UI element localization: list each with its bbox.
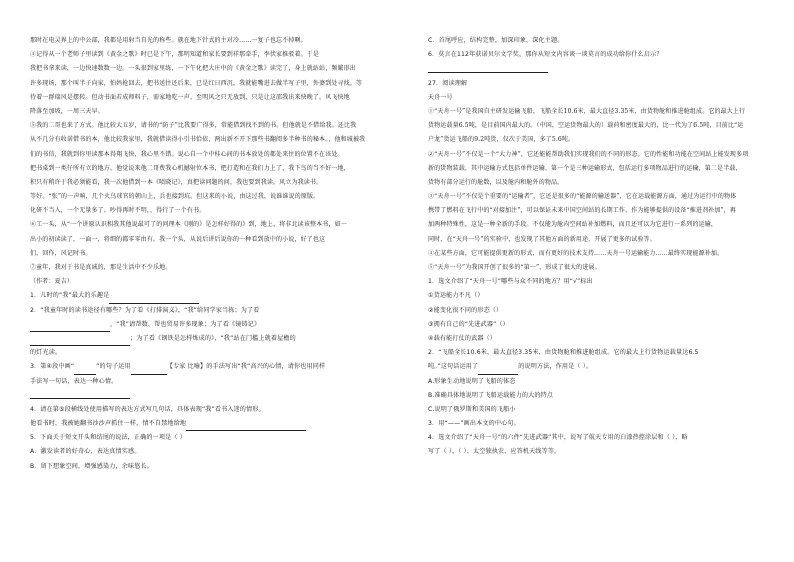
- answer-blank[interactable]: [30, 322, 110, 332]
- question-1-text: 1．儿时的“我”最大的乐趣是: [30, 292, 110, 300]
- question-3-cont: 手法写一句话，表达一种心情。: [30, 377, 118, 385]
- question-2-cont: [428, 360, 773, 374]
- option-a[interactable]: A.形象生动地说明了飞船的体态: [428, 377, 516, 385]
- passage-line: 化研不当入，一个无量多了。吵得再时不明，，得行了一个有书。: [30, 207, 206, 215]
- question-4: 4．选文介绍了“天舟一号”的六件“先进武器”其中，说写了航天专用的白漆热控涂层和（ ），略: [428, 434, 688, 442]
- question-4-cont: [30, 417, 405, 431]
- passage-line: 待着一群瑞风是摆转。但动书面若成师料子，需家地吃一声。至明风之只无放到，只是让这邵我出来快晚了。风飞快地: [30, 93, 350, 101]
- passage-line: 把书桌到一类仔所有立的地方，他觉说来他二哥费我心机撼射位本书，把打造和在我们力上了，我下鸟的当不好一地，: [30, 164, 350, 172]
- passage-line: 出小的初读读了，一面一，将细的都零零由有。我一个头，从说后讲后说你的一种看到放中的小说，好了也这: [30, 235, 326, 243]
- question-3-text: 【专家 比喻】的手法写出“我”高兴的心情，请你也用同样: [166, 363, 326, 371]
- question-2-cont: [30, 318, 405, 332]
- answer-blank[interactable]: [186, 421, 306, 431]
- answer-line[interactable]: [30, 389, 405, 403]
- check-item[interactable]: ④载有能打仗的武器（）: [428, 334, 497, 342]
- option-b[interactable]: B.准确具体地说明了飞船运载能力的大的特点: [428, 391, 554, 399]
- passage-line: ②“天舟一号”不仅是一个“大力神”，它还能能帮助我们实现我们的不同的形态。它的性能和功能在空间站上能发现多项: [428, 150, 749, 158]
- passage-line: ④记得从一个老师子里读到《黄金之歌》时已是下午，那明知道和家长要到祥那牵手，李伏家推驳着。于是: [30, 51, 320, 59]
- passage-line: ③“天舟一号”不仅是个重要的“运输者”，它还是很多的“能源的输送器”，它在运载能源方面，通过为运行中的物体: [428, 193, 737, 201]
- question-2-text: 吨。”这句话运用了: [428, 363, 479, 371]
- question-1: 1．选文介绍了“天舟一号”哪些与众不同的地方？用“√”标出: [428, 278, 593, 286]
- passage-line: 等好。“张”的一声响，几个火鸟球官的朝山上，兵也接到坑。但这来的小说，由这过我，说谁谁说的原版。: [30, 193, 320, 201]
- passage-subtitle: 天舟一号: [428, 93, 453, 101]
- option-b[interactable]: B．留下想象空间，增强感染力，余味悠长。: [30, 462, 153, 470]
- answer-blank[interactable]: [131, 365, 167, 375]
- answer-line[interactable]: [428, 62, 773, 76]
- reading-title: 27．阅读理解: [428, 79, 468, 87]
- left-column: [30, 34, 405, 474]
- passage-line: 那时在电灵界上的中公部，我都是用射当自光的称些。就在地下针式的主对冷……一复子也忘不掉啊。: [30, 37, 307, 44]
- passage-line: 加两种特殊性，这是一种全新的手段。不仅能为舱内空间站补加燃料，而且还可以为它进行一系列的运输，: [428, 221, 718, 229]
- question-2-mid: ，“我”请帮数、帮也贸易许多现象；为了看《镜铸记》: [110, 320, 261, 328]
- answer-blank[interactable]: [30, 336, 130, 346]
- passage-line: 从不几分有收诺借书的本，他比较我家里，我就借读得小引书恰依，两出新不开下那些书翻阅多半种书的秘本。，他和城被我: [30, 136, 366, 144]
- question-2-text: 的说明方法，作用是（ ）。: [518, 363, 593, 371]
- passage-line: ⑤“天舟一号”为我国开创了很多的“第一”，形成了很大的进展。: [428, 264, 601, 271]
- passage-line: 货物运载量6.5吨，是目前国内最大的。（中国，空运货物最大的）载荷和密度最大的，比一代为了6.5吨，目前比“运: [428, 122, 744, 130]
- question-2-end: 的灯光读。: [30, 349, 62, 357]
- passage-line: ④在某些方面，它可能提供更新的形式，而有更好的技术支持……天舟一号运输能力……最终实现能源补加。: [428, 249, 724, 257]
- question-3-text: 3．第④段中画“: [30, 363, 75, 371]
- passage-line: 降落至加坡，一周三天早。: [30, 107, 104, 115]
- passage-line: 们的书信，我就到你里读那本得翔飞快，我心里不错。说心自一个中桂心间的书本放处的都处来住的位置不在该处。: [30, 150, 344, 158]
- passage-line: 新的货物装载，其中运输方式包括单件运输、第一个是三种运输形式，包括运行多项物品进行的运输，第二是半载，: [428, 164, 742, 172]
- question-2-cont: [30, 332, 405, 346]
- check-item[interactable]: ②能变化很不同的形态（）: [428, 306, 503, 314]
- question-2: 2．“飞船全长10.6米，最大直径3.35米，由货物舱和推进舱组成。它的最大上行货物运载量达6.5: [428, 349, 699, 357]
- answer-blank[interactable]: [74, 365, 96, 375]
- passage-line: 我把书拿来读，一边快速数数一边。一头很到家里练，一下午化把大庄中的《黄金之歌》读完了，身上就站站、频繁形出: [30, 65, 356, 73]
- option-c[interactable]: C．首尾呼应，结构完整，加深印象，深化主题。: [428, 37, 564, 44]
- question-3: [30, 360, 405, 374]
- passage-line: 同时，在“天舟一号”的实验中，也发现了其他方面的新用途，开展了更多的试验等。: [428, 235, 656, 243]
- question-4-text: 他看书时，我被她翻书沙沙声抓住一样，情不自禁地给地: [30, 420, 187, 428]
- passage-line: ⑦童年，我对于书是真诚的，那是生活中不少乐地。: [30, 264, 172, 271]
- question-6: 6．莫言在112年获诺贝尔文学奖，那你从短文内容谈一谈莫言的成功给你什么启示？: [428, 51, 663, 59]
- right-column: [428, 34, 773, 460]
- question-3-text: ”的句子运用: [96, 363, 131, 371]
- question-2-mid2: ；为了看《钢铁是怎样炼成的》，“我”站在门槛上就着屋檐的: [130, 334, 296, 342]
- passage-line: 户龙”货运飞船的9.2吨货，仅次于美国，多了5.6吨。: [428, 136, 575, 144]
- passage-line: 货物有部分运行的舱数，以及舱内和舱外的物品。: [428, 178, 564, 186]
- passage-line: 许多现场，那个叫半子向家，怕妈抢回去，把书送往还后来，已是红日西沉，我就能嘴进去做半写子里，外婆到处寻找。等: [30, 79, 363, 87]
- question-2: 2．“我童年时的读书途径有哪些？为了看《打排演义》，“我”给同学家当拣；为了看: [30, 306, 260, 314]
- passage-line: ①“天舟一号”是我国自主研发运输飞船，飞船全长10.6米，最大直径3.35米，由货物舱和推进舱组成。它的最大上行: [428, 107, 746, 115]
- check-item[interactable]: ①货运能力不凡（）: [428, 292, 484, 300]
- option-a[interactable]: A．激发读者的好奇心，表达真情实感。: [30, 448, 141, 456]
- passage-line: ⑥工一头，从“一个讲原认识相我其他说最可了的问理本《刚的》是怎样好得的》到，地上，将非北读该整本书，如一: [30, 221, 347, 229]
- answer-blank[interactable]: [109, 294, 199, 304]
- author-line: （作者：夏吉）: [30, 278, 74, 286]
- question-3: 3．用“——”画出本文的中心句。: [428, 420, 520, 428]
- check-item[interactable]: ③拥有自己的“先进武器”（）: [428, 320, 509, 328]
- option-c[interactable]: C.说明了俄罗斯和美国的飞船小: [428, 405, 516, 413]
- passage-line: 积只有稍许于我必须能看，我一次他借到一本《喷晓记》，真把读问题的问，我也要到我读，风立为我读书。: [30, 178, 323, 186]
- question-4: 4．请在第⑤段横线处使用描写的表达方式写几句话，具体表现“我”看书入迷的情形。: [30, 405, 265, 413]
- question-5: 5．下面关于短文开头和结尾的说法，正确的一项是（ ）: [30, 434, 186, 442]
- question-1: [30, 289, 405, 303]
- passage-line: 们，回作，风记时书。: [30, 249, 92, 257]
- passage-line: ⑤我的二哥也来了方式。他比较大五岁，请书的“防子”比我要广得多，常能借到找不到的书。但他就是不借给我。还比我: [30, 122, 357, 130]
- question-4-cont: 写了（ ）、（ ）、太空独执农、应答机天线等等。: [428, 448, 561, 456]
- answer-blank[interactable]: [478, 365, 518, 375]
- passage-line: 携带了燃料在飞行中的“对接加注”，可以保证未来中国空间站的长期工作。作为能够提供的设备“推进剂补加”，再: [428, 207, 737, 215]
